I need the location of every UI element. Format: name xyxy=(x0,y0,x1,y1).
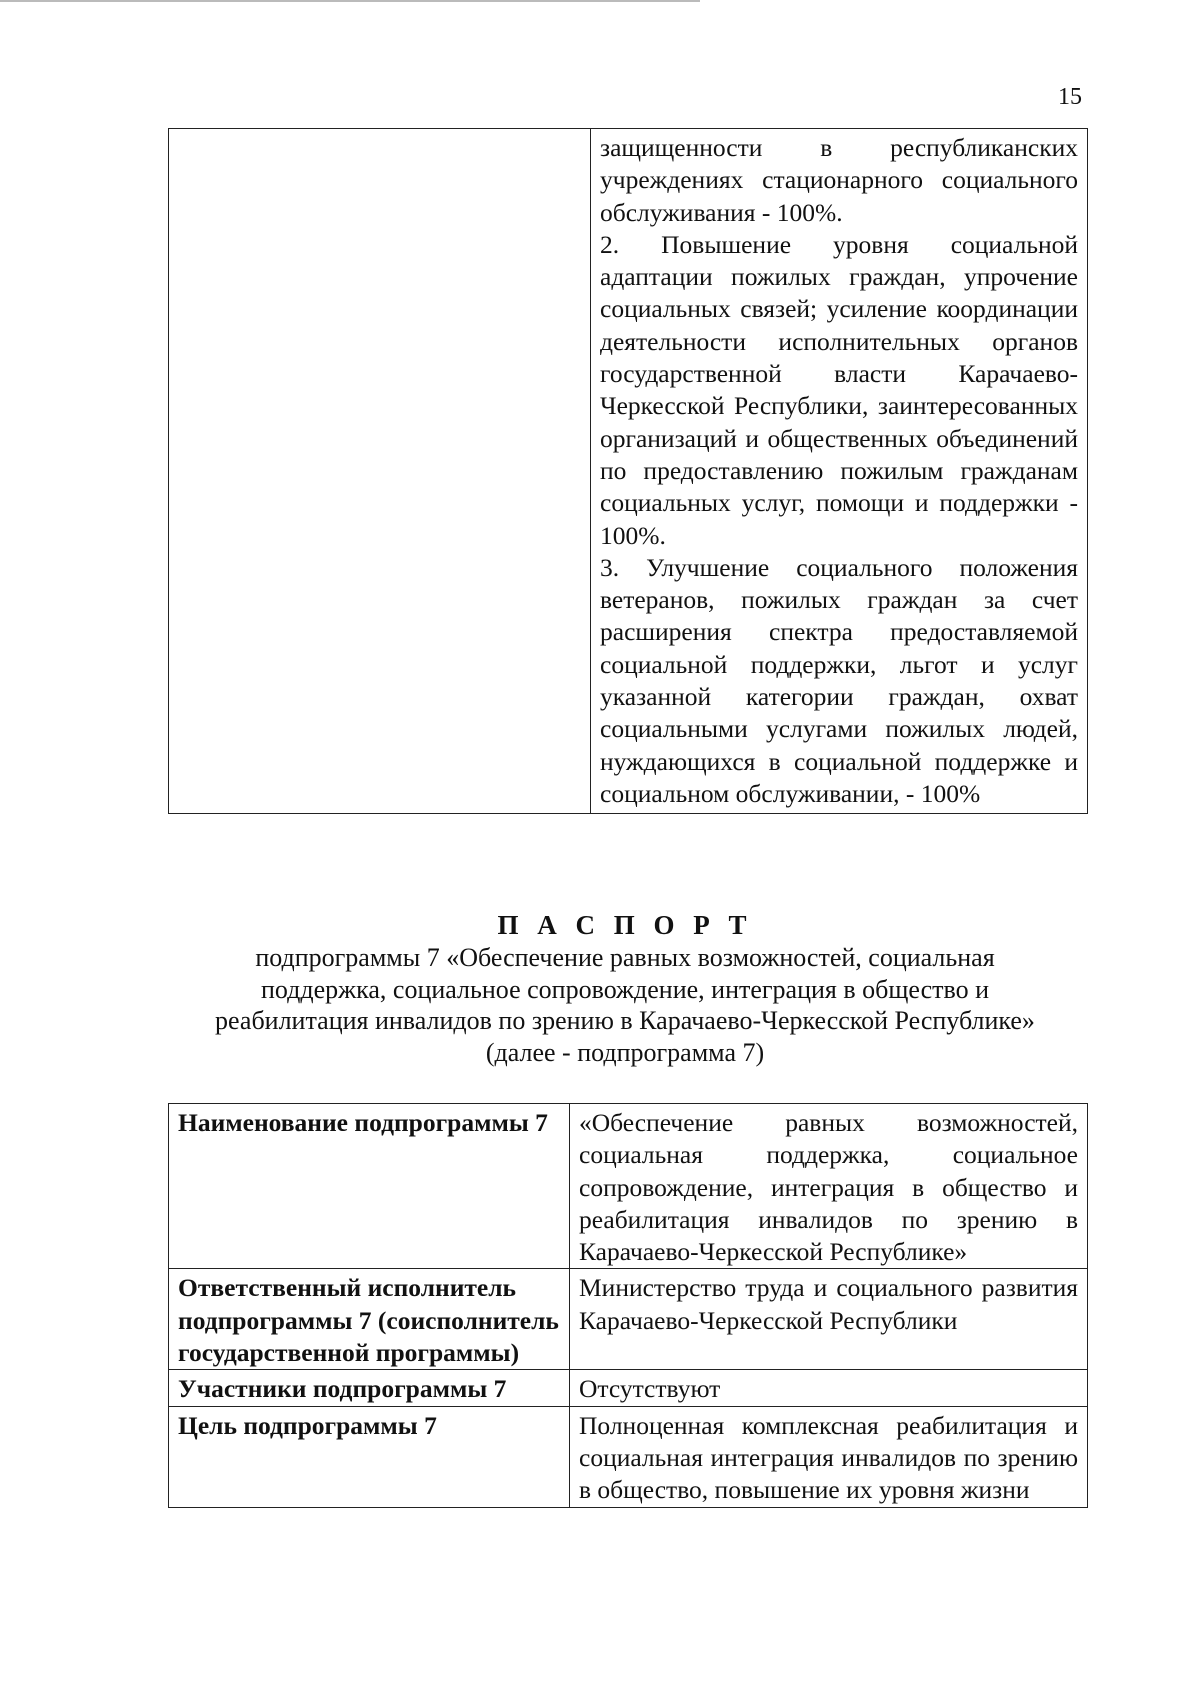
scan-top-edge xyxy=(0,0,700,2)
row-value: «Обеспечение равных возможностей, социальная поддержка, социальное сопровождение, интеграция в общество и реабилитация инвалидов по зрению в Карачаево-Черкесской Республике» xyxy=(570,1104,1088,1269)
results-cell xyxy=(591,129,1088,814)
row-label: Ответственный исполнитель подпрограммы 7 (соисполнитель государственной программы) xyxy=(169,1269,570,1370)
passport-subtitle-line: реабилитация инвалидов по зрению в Карачаево-Черкесской Республике» xyxy=(215,1006,1035,1035)
row-label: Наименование подпрограммы 7 xyxy=(169,1104,570,1269)
table-row xyxy=(169,1370,1088,1406)
passport-table xyxy=(168,1103,1088,1508)
results-paragraph: защищенности в республиканских учреждениях стационарного социального обслуживания - 100%. xyxy=(600,133,1078,227)
table-row xyxy=(169,1269,1088,1370)
passport-subtitle-line: (далее - подпрограмма 7) xyxy=(485,1037,765,1067)
page-number: 15 xyxy=(1058,84,1082,110)
table-row xyxy=(169,1406,1088,1507)
passport-heading xyxy=(160,908,1090,1068)
table-row xyxy=(169,1104,1088,1269)
row-label: Цель подпрограммы 7 xyxy=(169,1406,570,1507)
passport-title: П А С П О Р Т xyxy=(497,910,753,940)
passport-subtitle-line: подпрограммы 7 «Обеспечение равных возможностей, социальная xyxy=(255,943,995,972)
row-value: Министерство труда и социального развития Карачаево-Черкесской Республики xyxy=(570,1269,1088,1370)
continuation-table xyxy=(168,128,1088,814)
results-paragraph: 2. Повышение уровня социальной адаптации пожилых граждан, упрочение социальных связей; усиление координации деятельности исполнительных органов государственной власти Карачаево-Черкесской Республики, заинтересованных организаций и общественных объединений по предоставлению пожилым гражданам социальных услуг, помощи и поддержки - 100%. xyxy=(600,229,1078,550)
passport-subtitle-line: поддержка, социальное сопровождение, интеграция в общество и xyxy=(261,974,989,1004)
empty-left-cell xyxy=(169,129,591,814)
row-label: Участники подпрограммы 7 xyxy=(169,1370,570,1406)
row-value: Полноценная комплексная реабилитация и социальная интеграция инвалидов по зрению в общество, повышение их уровня жизни xyxy=(570,1406,1088,1507)
results-paragraph: 3. Улучшение социального положения ветеранов, пожилых граждан за счет расширения спектра предоставляемой социальной поддержки, льгот и услуг указанной категории граждан, охват социальными услугами пожилых людей, нуждающихся в социальной поддержке и социальном обслуживании, - 100% xyxy=(600,552,1078,808)
table-row xyxy=(169,129,1088,814)
row-value: Отсутствуют xyxy=(570,1370,1088,1406)
